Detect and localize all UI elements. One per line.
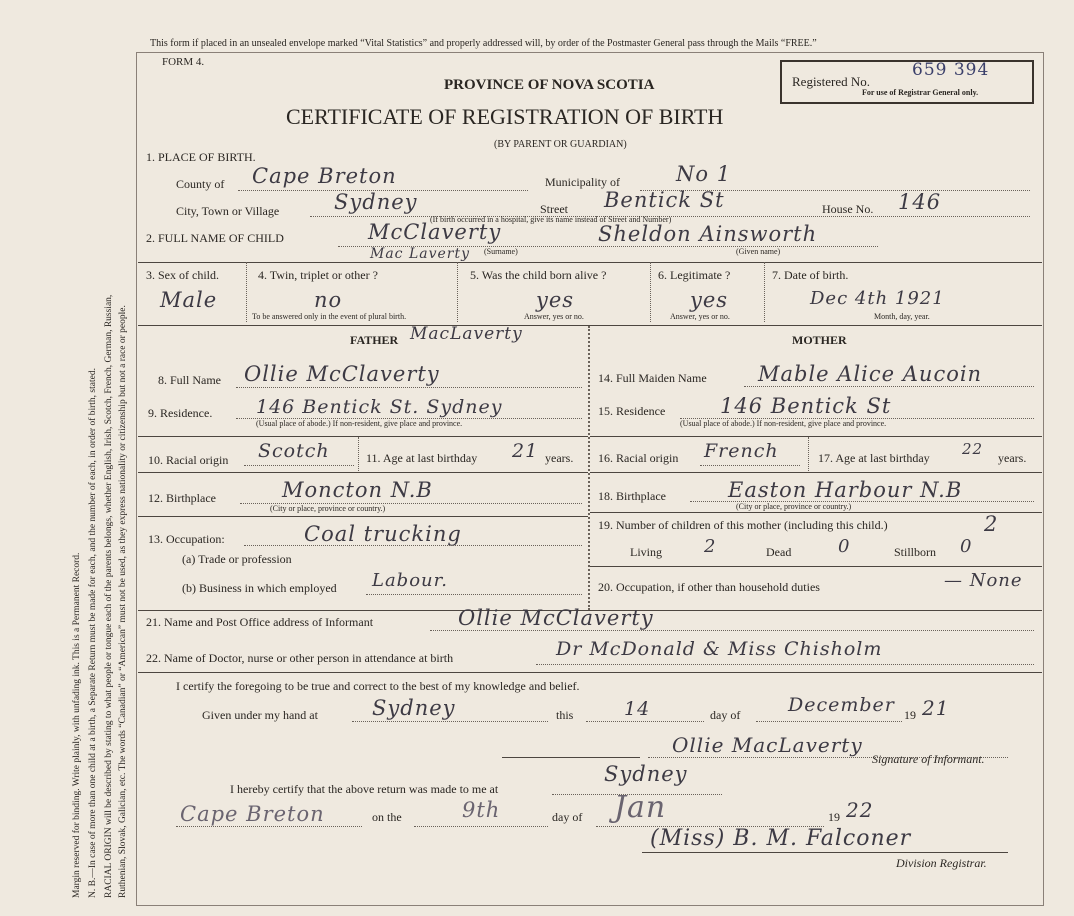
house-value: 146 [898,190,942,214]
cert-year: 21 [922,696,950,720]
dead-label: Dead [766,545,792,559]
mother-name-label: 14. Full Maiden Name [598,371,707,385]
registered-label: Registered No. [792,74,870,89]
legitimate-label: 6. Legitimate ? [658,268,731,282]
registered-number: 659 394 [912,60,990,80]
mother-birthplace: Easton Harbour N.B [728,478,963,502]
mother-racial-div [808,437,809,473]
twin-value: no [314,288,343,312]
mother-children: 2 [984,512,999,536]
living-value: 2 [704,536,717,557]
informant-value: Ollie McClaverty [458,606,654,630]
child-name-label: 2. FULL NAME OF CHILD [146,231,284,245]
this-label: this [556,708,574,722]
mother-rule-3 [590,512,1042,513]
sex-value: Male [160,288,218,312]
child-surname-correction: Mac Laverty [370,246,471,262]
mother-racial-label: 16. Racial origin [598,451,679,465]
county-label: County of [176,177,225,191]
mother-rule-4 [590,566,1042,567]
place-of-birth-label: 1. PLACE OF BIRTH. [146,150,256,164]
father-racial-line [244,465,354,466]
mother-occupation-label: 20. Occupation, if other than household duties [598,580,820,594]
signature-caption: Signature of Informant. [872,752,985,766]
cert-day: 14 [624,698,651,720]
dob-label: 7. Date of birth. [772,268,849,282]
trade-label: (a) Trade or profession [182,552,292,566]
father-business: Labour. [372,570,448,591]
form-number: FORM 4. [162,56,205,68]
doctor-line [536,664,1034,665]
doctor-label: 22. Name of Doctor, nurse or other person in attendance at birth [146,651,454,665]
city-value: Sydney [334,190,418,214]
father-rule-1 [138,436,588,437]
city-label: City, Town or Village [176,204,280,218]
parents-divider [588,326,590,610]
details-div-2 [457,262,458,322]
street-value: Bentick St [604,188,725,212]
twin-note: To be answered only in the event of plural birth. [252,312,407,321]
father-residence-note: (Usual place of abode.) If non-resident, give place and province. [256,419,463,428]
alive-value: yes [536,288,575,312]
given-label: Given under my hand at [202,708,318,722]
mother-name-line [744,386,1034,387]
hospital-note: (If birth occurred in a hospital, give its name instead of Street and Number) [430,215,672,224]
given-place-line [352,721,548,722]
street-label: Street [540,202,568,216]
dob-value: Dec 4th 1921 [810,288,945,309]
father-name: Ollie McClaverty [244,362,440,386]
mother-name: Mable Alice Aucoin [758,362,983,386]
margin-note-racial-origin-2: Ruthenian, Slovak, Galician, etc. The words “Canadian” or “American” must not be used, as they express nationality or citizenship but not a race or people. [118,305,128,898]
details-bottom-rule [138,325,1042,326]
mother-birthplace-note: (City or place, province or country.) [736,502,852,511]
postal-notice: This form if placed in an unsealed envelope marked “Vital Statistics” and properly addressed will, by order of the Postmaster General pass through the Mails “FREE.” [150,38,817,49]
father-racial-label: 10. Racial origin [148,453,229,467]
sex-label: 3. Sex of child. [146,268,219,282]
details-div-3 [650,262,651,322]
registrar-note: For use of Registrar General only. [862,88,979,97]
alive-note: Answer, yes or no. [524,312,584,321]
legitimate-note: Answer, yes or no. [670,312,730,321]
registrar-county-line [176,826,362,827]
father-rule-3 [138,516,588,517]
certify-statement: I certify the foregoing to be true and correct to the best of my knowledge and belief. [176,679,580,693]
child-surname: McClaverty [368,220,502,244]
division-registrar-caption: Division Registrar. [896,856,987,870]
mother-occupation: — None [944,570,1023,591]
mother-rule-2 [590,472,1042,473]
registrar-place: Sydney [604,762,688,786]
registrar-statement: I hereby certify that the above return was made to me at [230,782,499,796]
cert-year-prefix: 19 [904,708,916,722]
father-racial-div [358,437,359,473]
father-racial: Scotch [258,440,330,462]
margin-note-multiple-births: N. B.—In case of more than one child at a birth, a Separate Return must be made for each, and the number of each, in order of birth, stated. [88,368,98,898]
stillborn-label: Stillborn [894,545,937,559]
page-title: CERTIFICATE OF REGISTRATION OF BIRTH [286,104,724,129]
mother-children-label: 19. Number of children of this mother (including this child.) [598,518,888,532]
father-occupation-line [244,545,582,546]
child-name-line [338,246,878,247]
child-given-name: Sheldon Ainsworth [598,222,818,246]
registrar-day-of-label: day of [552,810,583,824]
dob-note: Month, day, year. [874,312,930,321]
father-birthplace-label: 12. Birthplace [148,491,216,505]
father-name-line [236,387,582,388]
father-birthplace-note: (City or place, province or country.) [270,504,386,513]
registrar-signature-line [642,852,1008,853]
informant-bottom-rule [138,672,1042,673]
province-heading: PROVINCE OF NOVA SCOTIA [444,77,655,93]
mother-racial-line [700,465,800,466]
registrar-signature: (Miss) B. M. Falconer [650,826,912,851]
mother-years: years. [998,451,1027,465]
details-top-rule [138,262,1042,263]
father-business-line [366,594,582,595]
details-div-1 [246,262,247,322]
cert-day-line [586,721,704,722]
registrar-month: Jan [614,790,667,825]
municipality-label: Municipality of [545,175,620,189]
legitimate-value: yes [690,288,729,312]
registrar-year-prefix: 19 [828,810,840,824]
father-heading-note: MacLaverty [410,324,523,344]
details-div-4 [764,262,765,322]
informant-signature: Ollie MacLaverty [672,733,863,757]
mother-age-label: 17. Age at last birthday [818,451,930,465]
father-birthplace: Moncton N.B [282,478,433,502]
margin-note-racial-origin: RACIAL ORIGIN will be described by stating to what people or tongue each of the parents belongs, whether English, Irish, Scotch, French, German, Russian, [104,294,114,898]
house-label: House No. [822,202,874,216]
mother-rule-1 [590,436,1042,437]
given-name-caption: (Given name) [736,247,781,256]
alive-label: 5. Was the child born alive ? [470,268,607,282]
cert-day-of-label: day of [710,708,741,722]
father-trade: Coal trucking [304,522,462,546]
mother-residence-label: 15. Residence [598,404,666,418]
municipality-value: No 1 [676,162,732,186]
occupation-label: 13. Occupation: [148,532,225,546]
registrar-county: Cape Breton [180,802,325,826]
father-residence: 146 Bentick St. Sydney [256,396,503,418]
father-name-label: 8. Full Name [158,373,221,387]
surname-caption: (Surname) [484,247,518,256]
father-age-label: 11. Age at last birthday [366,451,478,465]
mother-age: 22 [962,440,984,458]
county-value: Cape Breton [252,164,397,188]
doctor-value: Dr McDonald & Miss Chisholm [556,638,883,660]
registrar-day: 9th [462,798,501,822]
page-subtitle: (BY PARENT OR GUARDIAN) [494,139,627,150]
registrar-year: 22 [846,798,874,822]
father-heading: FATHER [350,333,399,347]
cert-month: December [788,694,895,716]
stillborn-value: 0 [960,536,973,557]
given-place: Sydney [372,696,456,720]
mother-residence-note: (Usual place of abode.) If non-resident, give place and province. [680,419,887,428]
living-label: Living [630,545,662,559]
registrar-day-line [414,826,548,827]
mother-heading: MOTHER [792,333,847,347]
informant-line [430,630,1034,631]
father-age: 21 [512,440,539,462]
margin-note-binding: Margin reserved for binding. Write plainly, with unfading ink. This is a Permanent Record. [72,552,82,898]
registrar-on-label: on the [372,810,402,824]
father-residence-label: 9. Residence. [148,406,213,420]
cert-month-line [756,721,902,722]
business-label: (b) Business in which employed [182,581,337,595]
mother-residence: 146 Bentick St [720,394,892,418]
informant-label: 21. Name and Post Office address of Informant [146,615,374,629]
twin-label: 4. Twin, triplet or other ? [258,268,378,282]
signature-stub-line [502,757,640,758]
father-years: years. [545,451,574,465]
mother-racial: French [704,440,779,462]
mother-birthplace-label: 18. Birthplace [598,489,666,503]
dead-value: 0 [838,536,851,557]
father-rule-2 [138,472,588,473]
